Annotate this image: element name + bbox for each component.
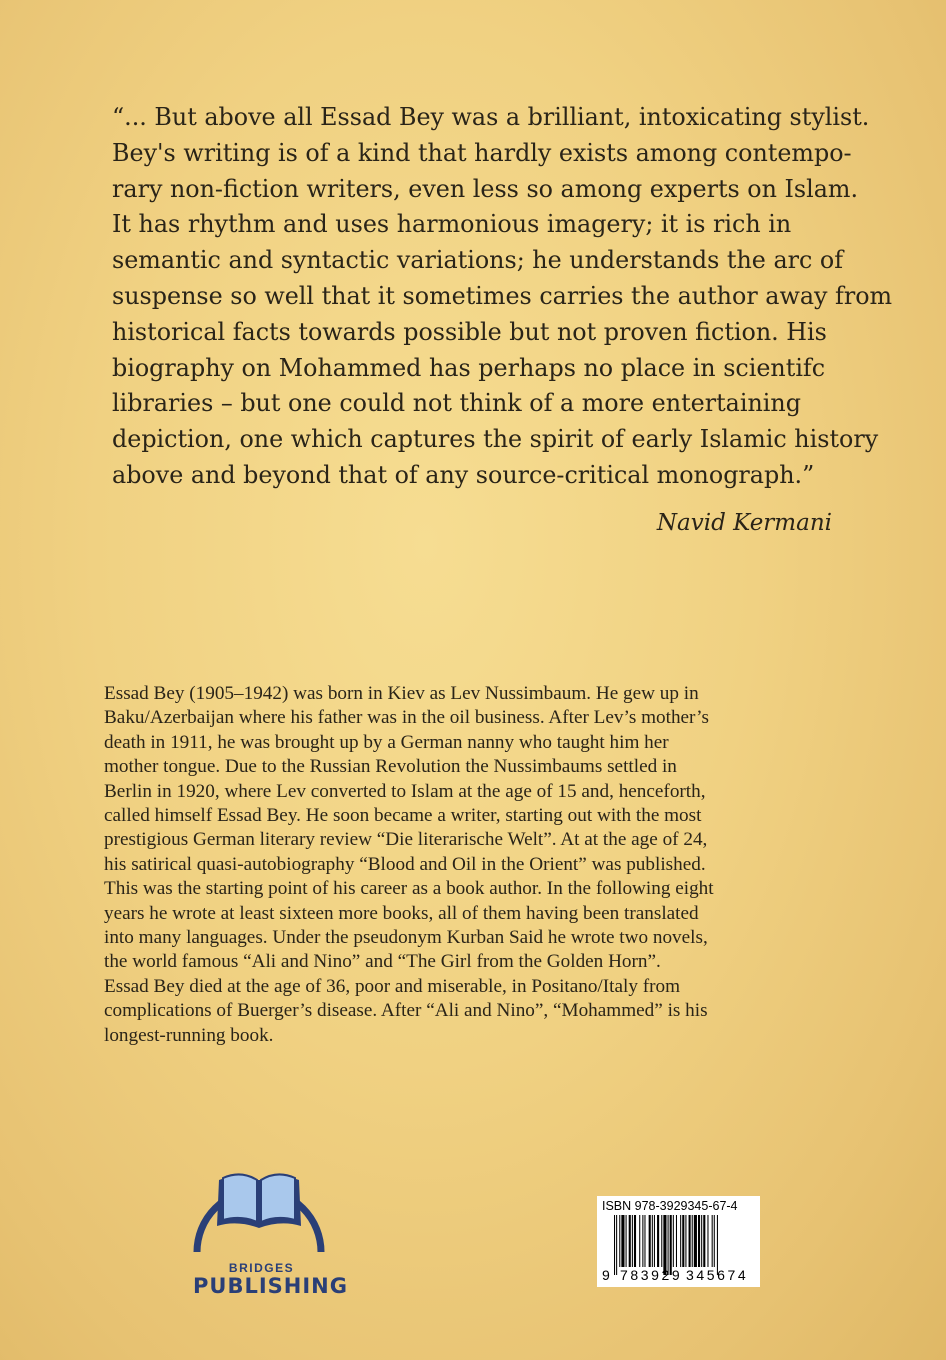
- barcode-bar: [701, 1215, 702, 1267]
- publisher-name-line1: BRIDGES: [228, 1261, 295, 1275]
- barcode-bar: [644, 1215, 645, 1267]
- bio-line: longest-running book.: [104, 1024, 274, 1046]
- quote-line: semantic and syntactic variations; he understands the arc of: [112, 246, 844, 275]
- barcode-digits: [597, 1267, 760, 1285]
- barcode-bar: [673, 1215, 674, 1267]
- barcode-bar: [614, 1215, 615, 1275]
- bio-line: death in 1911, he was brought up by a German nanny who taught him her: [104, 731, 669, 753]
- barcode-bar: [661, 1215, 662, 1267]
- quote-line: depiction, one which captures the spirit of early Islamic history: [112, 425, 879, 454]
- quote-line: libraries – but one could not think of a more entertaining: [112, 389, 801, 418]
- bio-line: called himself Essad Bey. He soon became a writer, starting out with the most: [104, 805, 702, 827]
- quote-line: Bey's writing is of a kind that hardly exists among contempo-: [112, 138, 852, 167]
- barcode-bar: [698, 1215, 700, 1267]
- quote-line: above and beyond that of any source-critical monograph.”: [112, 460, 815, 489]
- quote-line: biography on Mohammed has perhaps no place in scientifc: [112, 353, 826, 382]
- quote-attribution: Navid Kermani: [656, 510, 832, 536]
- review-quote: [112, 100, 893, 494]
- publisher-name-line2: PUBLISHING: [193, 1274, 348, 1298]
- bio-line: the world famous “Ali and Nino” and “The Girl from the Golden Horn”.: [104, 951, 661, 973]
- bio-line: Essad Bey died at the age of 36, poor and miserable, in Positano/Italy from: [104, 975, 681, 997]
- author-biography: [104, 682, 834, 1048]
- barcode-digit-group2: 345674: [686, 1267, 749, 1283]
- barcode-bar: [616, 1215, 617, 1275]
- barcode-bar: [639, 1215, 640, 1267]
- barcode-bar: [670, 1215, 672, 1275]
- bio-line: his satirical quasi-autobiography “Blood and Oil in the Orient” was published.: [104, 853, 706, 875]
- barcode-digit-first: 9: [602, 1267, 610, 1283]
- quote-line: rary non-fiction writers, even less so among experts on Islam.: [112, 174, 859, 203]
- barcode-digit-group1: 783929: [620, 1267, 683, 1283]
- bio-line: This was the starting point of his career as a book author. In the following eight: [104, 878, 714, 900]
- barcode-bar: [692, 1215, 693, 1267]
- barcode-bar: [654, 1215, 655, 1267]
- bio-line: into many languages. Under the pseudonym Kurban Said he wrote two novels,: [104, 927, 708, 949]
- barcode-bar: [685, 1215, 686, 1267]
- open-book-icon: [187, 1160, 337, 1260]
- barcode-bar: [712, 1215, 713, 1267]
- barcode-bar: [676, 1215, 677, 1267]
- bio-line: mother tongue. Due to the Russian Revolution the Nussimbaums settled in: [104, 756, 677, 778]
- barcode-bar: [703, 1215, 705, 1267]
- barcode-bar: [632, 1215, 633, 1267]
- barcode-bar: [657, 1215, 659, 1267]
- isbn-barcode: [597, 1196, 760, 1287]
- quote-line: suspense so well that it sometimes carries the author away from: [112, 281, 893, 310]
- bio-line: Berlin in 1920, where Lev converted to Islam at the age of 15 and, henceforth,: [104, 780, 706, 802]
- bio-line: Baku/Azerbaijan where his father was in the oil business. After Lev’s mother’s: [104, 707, 709, 729]
- barcode-bar: [621, 1215, 624, 1267]
- barcode-bar: [694, 1215, 697, 1267]
- quote-line: “... But above all Essad Bey was a brilliant, intoxicating stylist.: [112, 103, 870, 131]
- isbn-label: ISBN 978-3929345-67-4: [602, 1199, 738, 1213]
- barcode-bar: [717, 1215, 718, 1275]
- bio-line: Essad Bey (1905–1942) was born in Kiev as Lev Nussimbaum. He gew up in: [104, 683, 699, 704]
- barcode-bar: [682, 1215, 684, 1267]
- barcode-bar: [707, 1215, 708, 1267]
- barcode-bar: [714, 1215, 715, 1267]
- barcode-bar: [634, 1215, 636, 1267]
- publisher-logo: [193, 1160, 363, 1298]
- barcode-bar: [668, 1215, 669, 1275]
- bio-line: years he wrote at least sixteen more books, all of them having been translated: [104, 902, 699, 924]
- barcode-bar: [680, 1215, 681, 1267]
- barcode-bar: [689, 1215, 691, 1267]
- barcode-bar: [649, 1215, 651, 1267]
- barcode-bar: [652, 1215, 653, 1267]
- barcode-bar: [642, 1215, 643, 1267]
- barcode-bar: [629, 1215, 631, 1267]
- barcode-bar: [619, 1215, 620, 1267]
- barcode-bar: [663, 1215, 666, 1275]
- bio-line: complications of Buerger’s disease. After “Ali and Nino”, “Mohammed” is his: [104, 1000, 708, 1022]
- bio-line: prestigious German literary review “Die literarische Welt”. At at the age of 24,: [104, 829, 708, 851]
- quote-line: It has rhythm and uses harmonious imagery; it is rich in: [112, 210, 792, 239]
- quote-line: historical facts towards possible but not proven fiction. His: [112, 317, 827, 346]
- barcode-bar: [626, 1215, 627, 1267]
